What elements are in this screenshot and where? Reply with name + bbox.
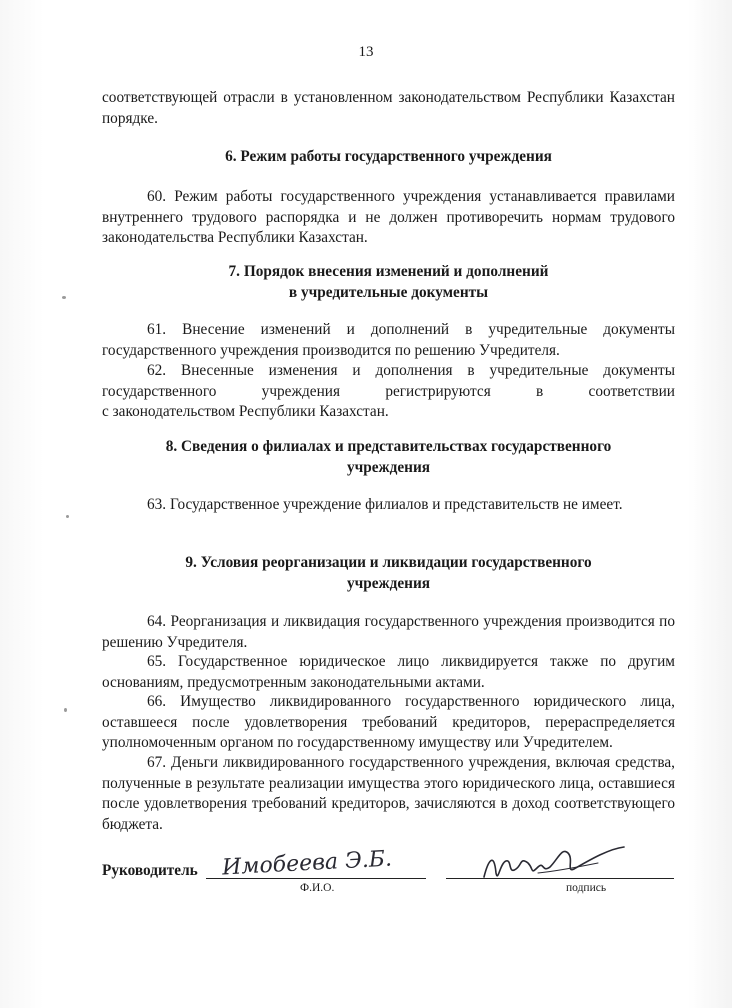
paragraph-65: 65. Государственное юридическое лицо ликвидируется также по другим основаниям, предусмотренным законодательными актами. — [102, 653, 675, 691]
paragraph-62-line-2: государственного учреждения регистрируются в соответствии — [102, 382, 675, 400]
paragraph-64: 64. Реорганизация и ликвидация государственного учреждения производится по решению Учредителя. — [102, 613, 675, 651]
section-7-heading-line-2: в учредительные документы — [288, 283, 489, 301]
name-caption: Ф.И.О. — [300, 882, 335, 894]
section-8-heading-line-2: учреждения — [346, 458, 431, 476]
scan-speck — [62, 296, 66, 299]
page-number: 13 — [358, 44, 374, 60]
paragraph-63: 63. Государственное учреждение филиалов и представительств не имеет. — [147, 496, 623, 513]
section-8-heading — [102, 437, 675, 478]
scan-speck — [64, 708, 67, 712]
signature-label: Руководитель — [102, 862, 198, 879]
section-9-heading — [102, 553, 675, 594]
signature-underline — [446, 878, 674, 879]
signature-caption: подпись — [566, 882, 607, 894]
handwritten-name: Имобеева Э.Б. — [221, 846, 393, 881]
continuation-paragraph: соответствующей отрасли в установленном законодательством Республики Казахстан порядке. — [102, 89, 675, 127]
handwritten-signature — [478, 843, 628, 887]
section-8-heading-line-1: 8. Сведения о филиалах и представительствах государственного — [165, 438, 612, 455]
paragraph-62-line-1: 62. Внесенные изменения и дополнения в учредительные документы — [147, 362, 675, 379]
paragraph-67: 67. Деньги ликвидированного государственного учреждения, включая средства, полученные в результате реализации имущества этого юридического лица, оставшиеся после удовлетворения требований кредиторов, зачисляются в доход соответствующего бюджета. — [102, 754, 675, 833]
section-9-heading-line-1: 9. Условия реорганизации и ликвидации государственного — [185, 554, 592, 571]
section-7-heading — [102, 262, 675, 303]
section-7-heading-line-1: 7. Порядок внесения изменений и дополнений — [228, 263, 549, 280]
scan-speck — [66, 515, 69, 518]
paragraph-60: 60. Режим работы государственного учреждения устанавливается правилами внутреннего трудового распорядка и не должен противоречить нормам трудового законодательства Республики Казахстан. — [102, 188, 675, 246]
section-9-heading-line-2: учреждения — [346, 574, 431, 592]
paragraph-62-line-3: с законодательством Республики Казахстан. — [102, 403, 389, 420]
paragraph-62 — [102, 361, 675, 423]
name-underline — [206, 878, 426, 879]
paragraph-61: 61. Внесение изменений и дополнений в учредительные документы государственного учреждения производится по решению Учредителя. — [102, 321, 675, 359]
paragraph-66: 66. Имущество ликвидированного государственного юридического лица, оставшееся после удовлетворения требований кредиторов, перераспределяется уполномоченным органом по государственному имуществу или Учредителем. — [102, 693, 675, 751]
section-6-heading: 6. Режим работы государственного учреждения — [225, 148, 552, 165]
